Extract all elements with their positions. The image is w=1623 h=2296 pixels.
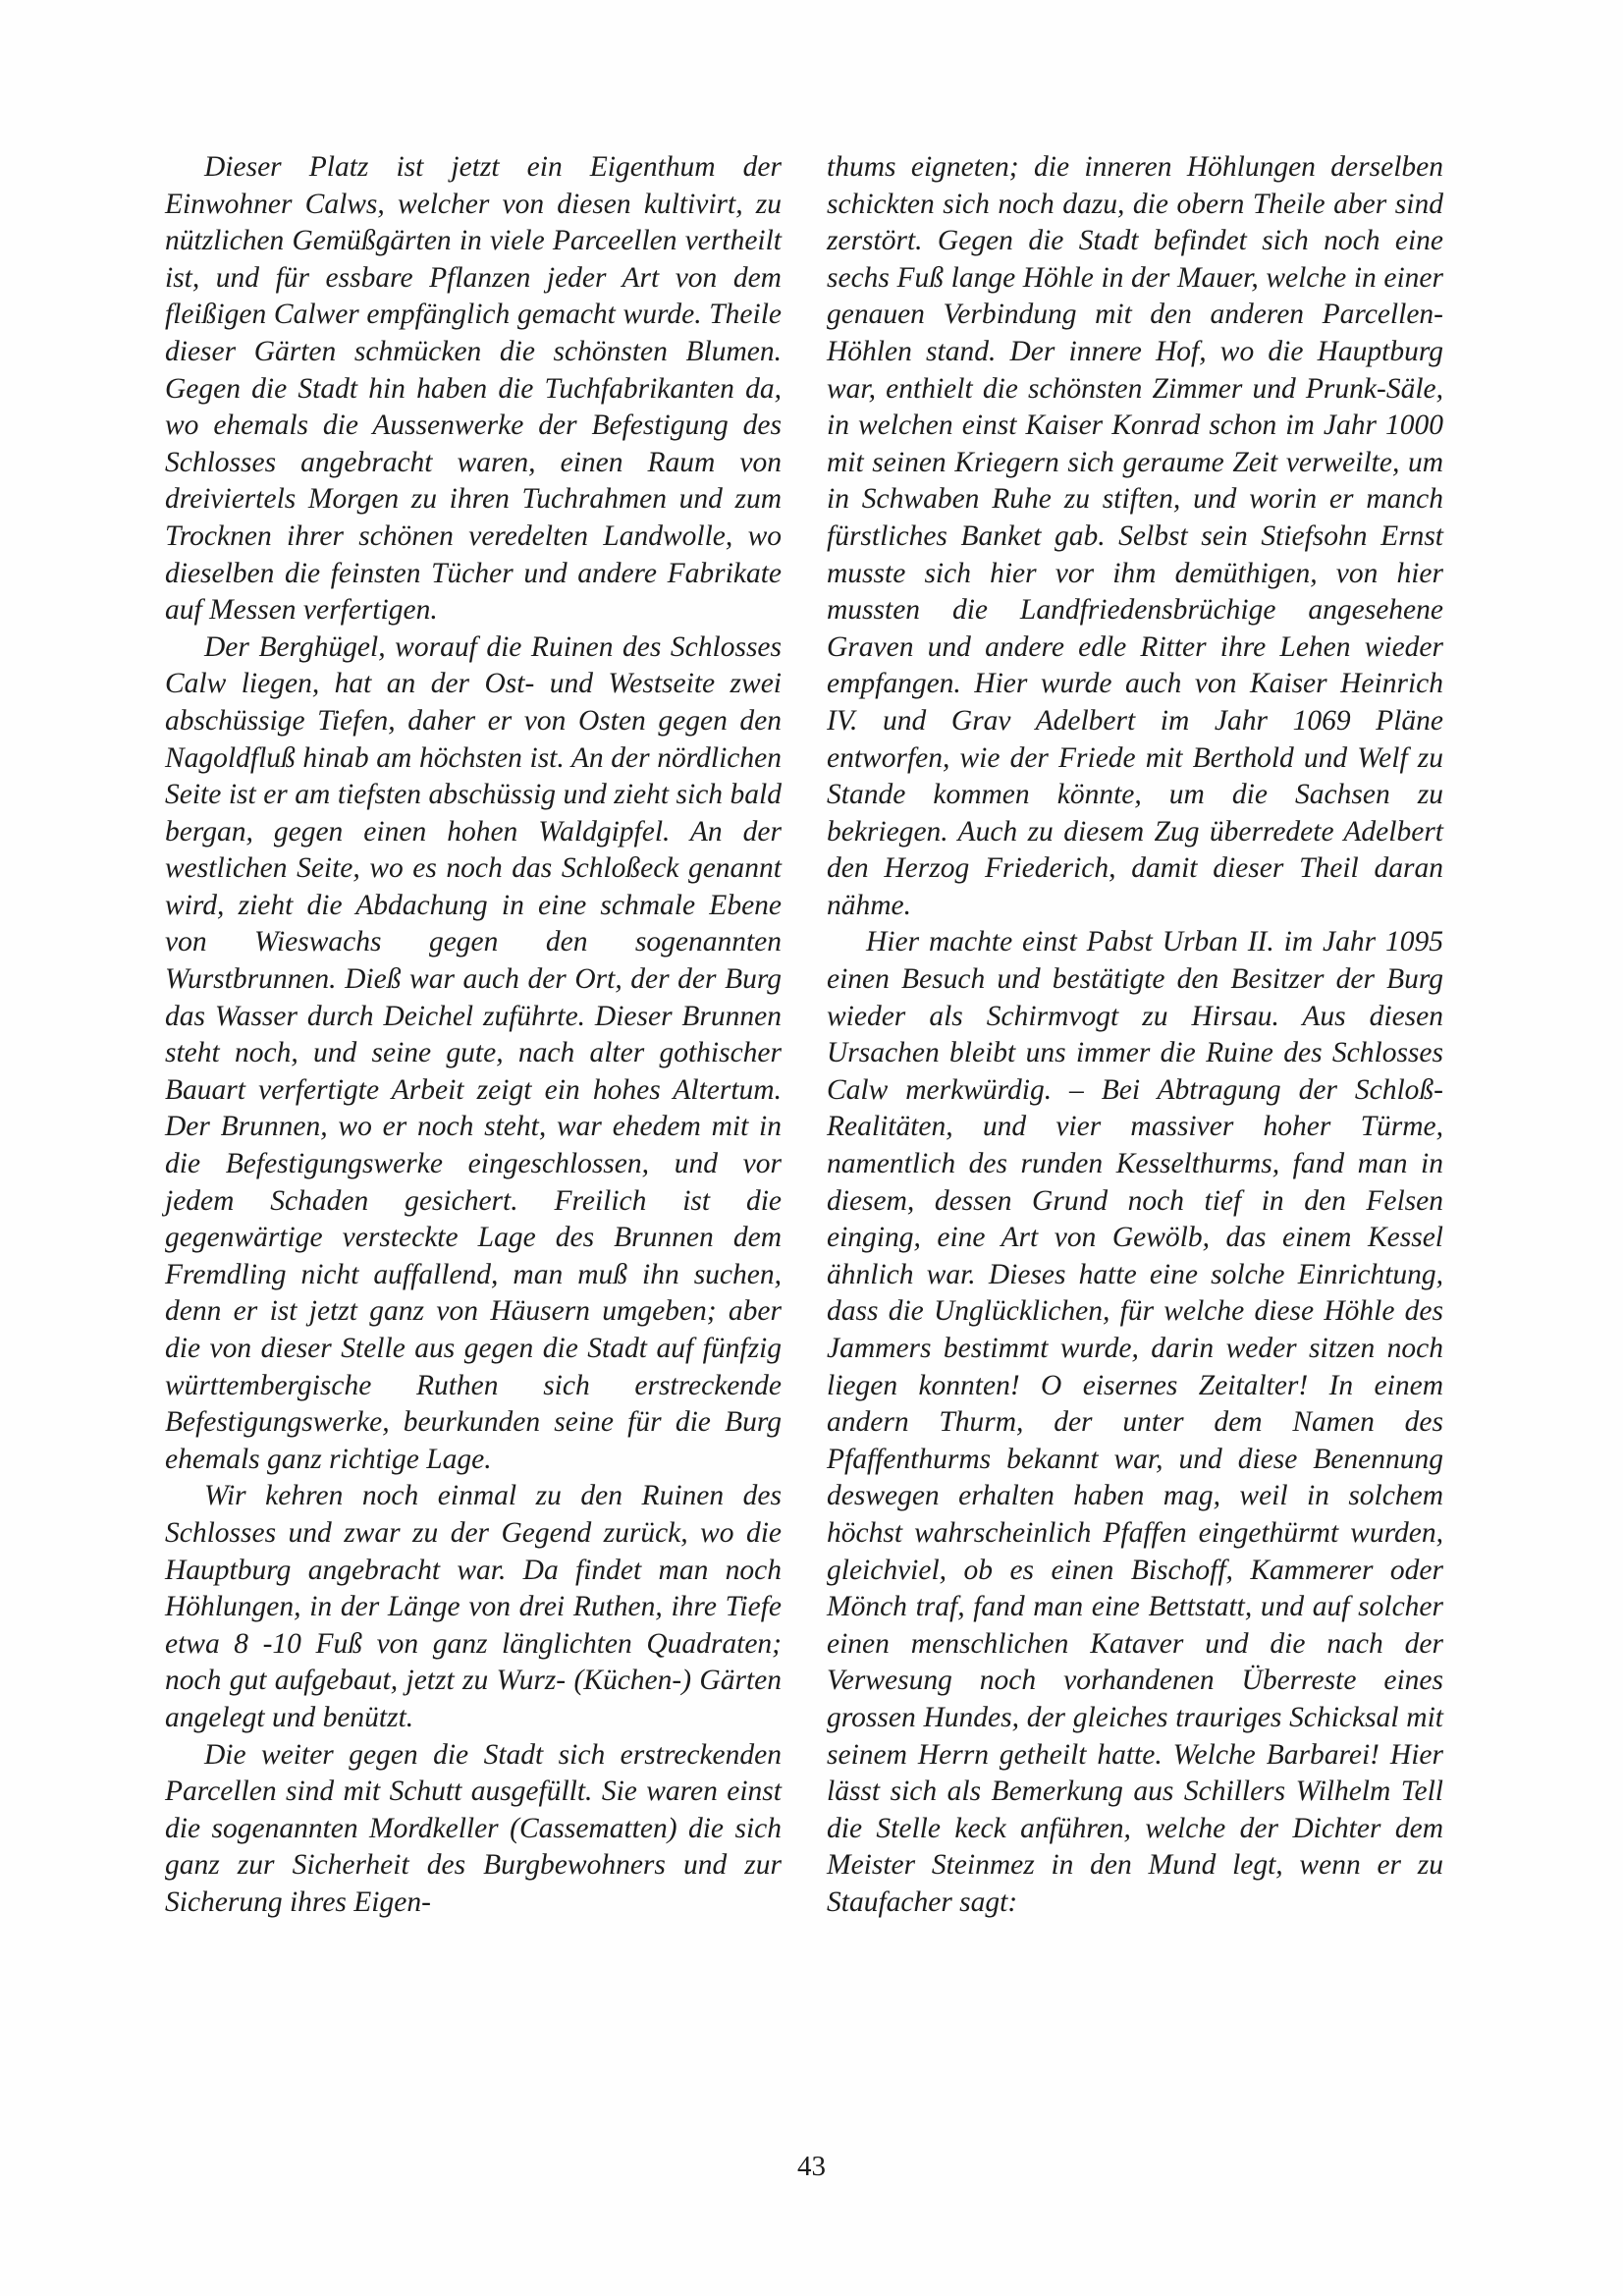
paragraph: Wir kehren noch einmal zu den Ruinen des Schlosses und zwar zu der Gegend zurück, wo die Hauptburg angebracht war. Da findet man noch Höhlungen, in der Länge von drei Ruthen, ihre Tiefe etwa 8 -10 Fuß von ganz länglichten Quadraten; noch gut aufgebaut, jetzt zu Wurz- (Küchen-) Gärten angelegt und benützt. <box>165 1480 782 1733</box>
page-number: 43 <box>797 2151 826 2182</box>
paragraph: Der Berghügel, worauf die Ruinen des Schlosses Calw liegen, hat an der Ost- und Westseite zwei abschüssige Tiefen, daher er von Osten gegen den Nagoldfluß hinab am höchsten ist. An der nördlichen Seite ist er am tiefsten abschüssig und zieht sich bald bergan, gegen einen hohen Waldgipfel. An der westlichen Seite, wo es noch das Schloßeck genannt wird, zieht die Abdachung in eine schmale Ebene von Wieswachs gegen den sogenannten Wurstbrunnen. Dieß war auch der Ort, der der Burg das Wasser durch Deichel zuführte. Dieser Brunnen steht noch, und seine gute, nach alter gothischer Bauart verfertigte Arbeit zeigt ein hohes Altertum. Der Brunnen, wo er noch steht, war ehedem mit in die Befestigungswerke eingeschlossen, und vor jedem Schaden gesichert. Freilich ist die gegenwärtige versteckte Lage des Brunnen dem Fremdling nicht auffallend, man muß ihn suchen, denn er ist jetzt ganz von Häusern umgeben; aber die von dieser Stelle aus gegen die Stadt auf fünfzig württembergische Ruthen sich erstreckende Befestigungswerke, beurkunden seine für die Burg ehemals ganz richtige Lage. <box>165 630 782 1475</box>
paragraph: Die weiter gegen die Stadt sich erstreckenden Parcellen sind mit Schutt ausgefüllt. Sie waren einst die sogenannten Mordkeller (Cassematten) die sich ganz zur Sicherheit des Burgbewohners und zur Sicherung ihres Eigen- <box>165 1738 782 1918</box>
right-column <box>827 149 1443 1922</box>
paragraph: thums eigneten; die inneren Höhlungen derselben schickten sich noch dazu, die obern Theile aber sind zerstört. Gegen die Stadt befindet sich noch eine sechs Fuß lange Höhle in der Mauer, welche in einer genauen Verbindung mit den anderen Parcellen-Höhlen stand. Der innere Hof, wo die Hauptburg war, enthielt die schönsten Zimmer und Prunk-Säle, in welchen einst Kaiser Konrad schon im Jahr 1000 mit seinen Kriegern sich geraume Zeit verweilte, um in Schwaben Ruhe zu stiften, und worin er manch fürstliches Banket gab. Selbst sein Stiefsohn Ernst musste sich hier vor ihm demüthigen, von hier mussten die Landfriedensbrüchige angesehene Graven und andere edle Ritter ihre Lehen wieder empfangen. Hier wurde auch von Kaiser Heinrich IV. und Grav Adelbert im Jahr 1069 Pläne entworfen, wie der Friede mit Berthold und Welf zu Stande kommen könnte, um die Sachsen zu bekriegen. Auch zu diesem Zug überredete Adelbert den Herzog Friederich, damit dieser Theil daran nähme. <box>827 151 1443 921</box>
paragraph: Hier machte einst Pabst Urban II. im Jahr 1095 einen Besuch und bestätigte den Besitzer der Burg wieder als Schirmvogt zu Hirsau. Aus diesen Ursachen bleibt uns immer die Ruine des Schlosses Calw merkwürdig. – Bei Abtragung der Schloß-Realitäten, und vier massiver hoher Türme, namentlich des runden Kesselthurms, fand man in diesem, dessen Grund noch tief in den Felsen einging, eine Art von Gewölb, das einem Kessel ähnlich war. Dieses hatte eine solche Einrichtung, dass die Unglücklichen, für welche diese Höhle des Jammers bestimmt wurde, darin weder sitzen noch liegen konnten! O eisernes Zeitalter! In einem andern Thurm, der unter dem Namen des Pfaffenthurms bekannt war, und diese Benennung deswegen erhalten haben mag, weil in solchem höchst wahrscheinlich Pfaffen eingethürmt wurden, gleichviel, ob es einen Bischoff, Kammerer oder Mönch traf, fand man eine Bettstatt, und auf solcher einen menschlichen Kataver und die nach der Verwesung noch vorhandenen Überreste eines grossen Hundes, der gleiches trauriges Schicksal mit seinem Herrn getheilt hatte. Welche Barbarei! Hier lässt sich als Bemerkung aus Schillers Wilhelm Tell die Stelle keck anführen, welche der Dichter dem Meister Steinmez in den Mund legt, wenn er zu Staufacher sagt: <box>827 926 1443 1918</box>
left-column <box>165 149 782 1922</box>
paragraph: Dieser Platz ist jetzt ein Eigenthum der Einwohner Calws, welcher von diesen kultivirt, zu nützlichen Gemüßgärten in viele Parceellen vertheilt ist, und für essbare Pflanzen jeder Art von dem fleißigen Calwer empfänglich gemacht wurde. Theile dieser Gärten schmücken die schönsten Blumen. Gegen die Stadt hin haben die Tuchfabrikanten da, wo ehemals die Aussenwerke der Befestigung des Schlosses angebracht waren, einen Raum von dreiviertels Morgen zu ihren Tuchrahmen und zum Trocknen ihrer schönen veredelten Landwolle, wo dieselben die feinsten Tücher und andere Fabrikate auf Messen verfertigen. <box>165 151 782 627</box>
